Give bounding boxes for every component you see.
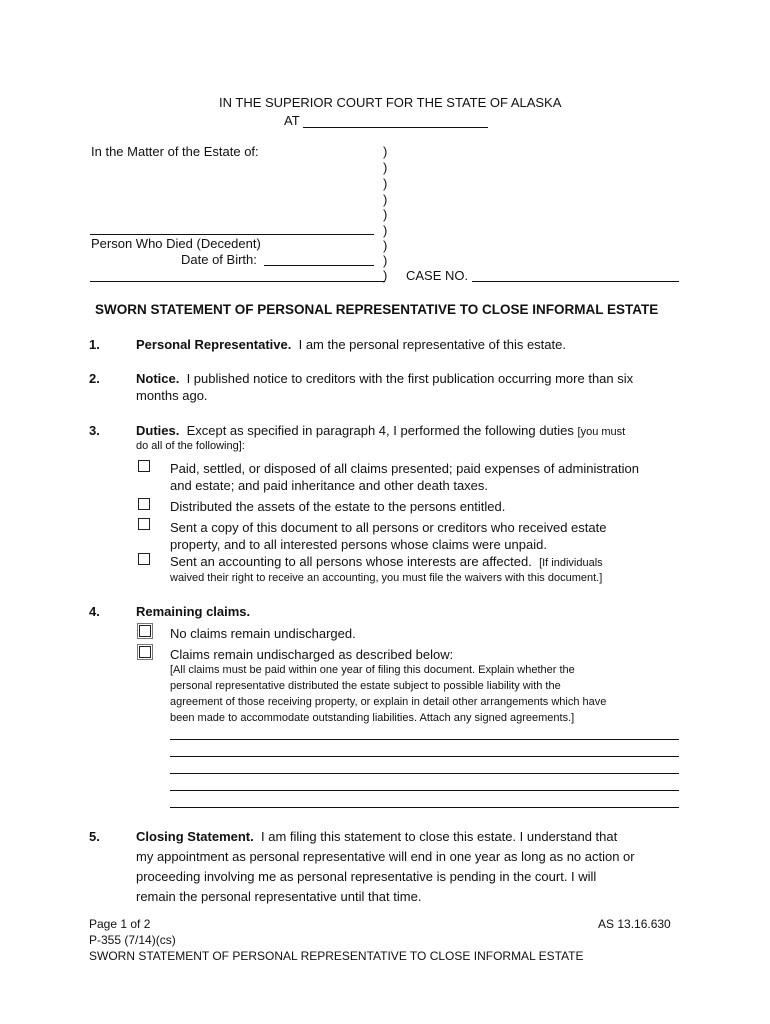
section-3-note: [you must (577, 426, 626, 438)
claims-remain-label: Claims remain undischarged as described below: (170, 647, 454, 662)
duty-paid-claims-label: Paid, settled, or disposed of all claims presented; paid expenses of administration (170, 461, 639, 476)
claims-remain-checkbox[interactable] (139, 646, 151, 658)
claims-note-line-2: personal representative distributed the estate subject to possible liability with the (170, 680, 561, 692)
explanation-line[interactable] (170, 807, 679, 808)
section-5 (136, 829, 617, 844)
claims-note-line-3: agreement of those receiving property, or explain in detail other arrangements which have (170, 696, 607, 708)
duty-accounting-note-cont: waived their right to receive an accounting, you must file the waivers with this document.] (170, 572, 603, 584)
dob-field[interactable] (264, 265, 374, 266)
section-4-heading: Remaining claims. (136, 604, 251, 619)
duty-distributed-label: Distributed the assets of the estate to the persons entitled. (170, 499, 506, 514)
document-title: SWORN STATEMENT OF PERSONAL REPRESENTATIVE TO CLOSE INFORMAL ESTATE (95, 302, 659, 317)
explanation-line[interactable] (170, 773, 679, 774)
section-3-text: Except as specified in paragraph 4, I performed the following duties (186, 423, 574, 438)
no-claims-checkbox[interactable] (139, 625, 151, 637)
decedent-extra-field[interactable] (90, 281, 385, 282)
duty-distributed-checkbox[interactable] (138, 498, 150, 510)
section-4-number: 4. (89, 604, 100, 619)
section-3-note-cont: do all of the following]: (136, 440, 245, 452)
matter-label: In the Matter of the Estate of: (91, 144, 259, 159)
claims-note-line-1: [All claims must be paid within one year of filing this document. Explain whether the (170, 664, 575, 676)
explanation-line[interactable] (170, 756, 679, 757)
case-no-field[interactable] (472, 281, 679, 282)
duty-sent-copy-label: Sent a copy of this document to all persons or creditors who received estate (170, 520, 607, 535)
duty-accounting-checkbox[interactable] (138, 553, 150, 565)
duty-accounting-label (170, 554, 603, 569)
duty-sent-copy-label-cont: property, and to all interested persons whose claims were unpaid. (170, 537, 547, 552)
duty-accounting-note: [If individuals (539, 557, 603, 569)
claims-note-line-4: been made to accommodate outstanding liabilities. Attach any signed agreements.] (170, 712, 575, 724)
section-1 (136, 337, 566, 352)
form-id: P-355 (7/14)(cs) (89, 933, 176, 947)
section-3 (136, 423, 625, 438)
court-heading: IN THE SUPERIOR COURT FOR THE STATE OF ALASKA (219, 95, 562, 110)
section-2 (136, 371, 633, 386)
section-5-line-4: remain the personal representative until that time. (136, 889, 422, 904)
section-2-text-cont: months ago. (136, 388, 208, 403)
at-location-field[interactable] (303, 127, 488, 128)
duty-paid-claims-checkbox[interactable] (138, 460, 150, 472)
section-5-text: I am filing this statement to close this estate. I understand that (260, 829, 618, 844)
section-2-heading: Notice. (136, 371, 180, 386)
section-5-number: 5. (89, 829, 100, 844)
section-3-heading: Duties. (136, 423, 180, 438)
explanation-line[interactable] (170, 739, 679, 740)
duty-accounting-text: Sent an accounting to all persons whose interests are affected. (170, 554, 532, 569)
duty-sent-copy-checkbox[interactable] (138, 518, 150, 530)
page-number: Page 1 of 2 (89, 917, 151, 931)
footer-form-title: SWORN STATEMENT OF PERSONAL REPRESENTATIVE TO CLOSE INFORMAL ESTATE (89, 949, 584, 963)
decedent-name-field[interactable] (90, 234, 374, 235)
duty-paid-claims-label-cont: and estate; and paid inheritance and other death taxes. (170, 478, 489, 493)
no-claims-label: No claims remain undischarged. (170, 626, 356, 641)
statute-reference: AS 13.16.630 (598, 917, 671, 931)
at-label: AT (284, 113, 300, 128)
decedent-label: Person Who Died (Decedent) (91, 236, 261, 251)
section-5-heading: Closing Statement. (136, 829, 254, 844)
section-1-number: 1. (89, 337, 100, 352)
section-5-line-3: proceeding involving me as personal representative is pending in the court. I will (136, 869, 597, 884)
dob-label: Date of Birth: (181, 252, 257, 267)
section-3-number: 3. (89, 423, 100, 438)
section-1-text: I am the personal representative of this estate. (298, 337, 566, 352)
explanation-line[interactable] (170, 790, 679, 791)
section-2-number: 2. (89, 371, 100, 386)
section-5-line-2: my appointment as personal representative will end in one year as long as no action or (136, 849, 635, 864)
section-1-heading: Personal Representative. (136, 337, 292, 352)
case-no-label: CASE NO. (406, 268, 469, 283)
section-2-text: I published notice to creditors with the first publication occurring more than six (186, 371, 634, 386)
